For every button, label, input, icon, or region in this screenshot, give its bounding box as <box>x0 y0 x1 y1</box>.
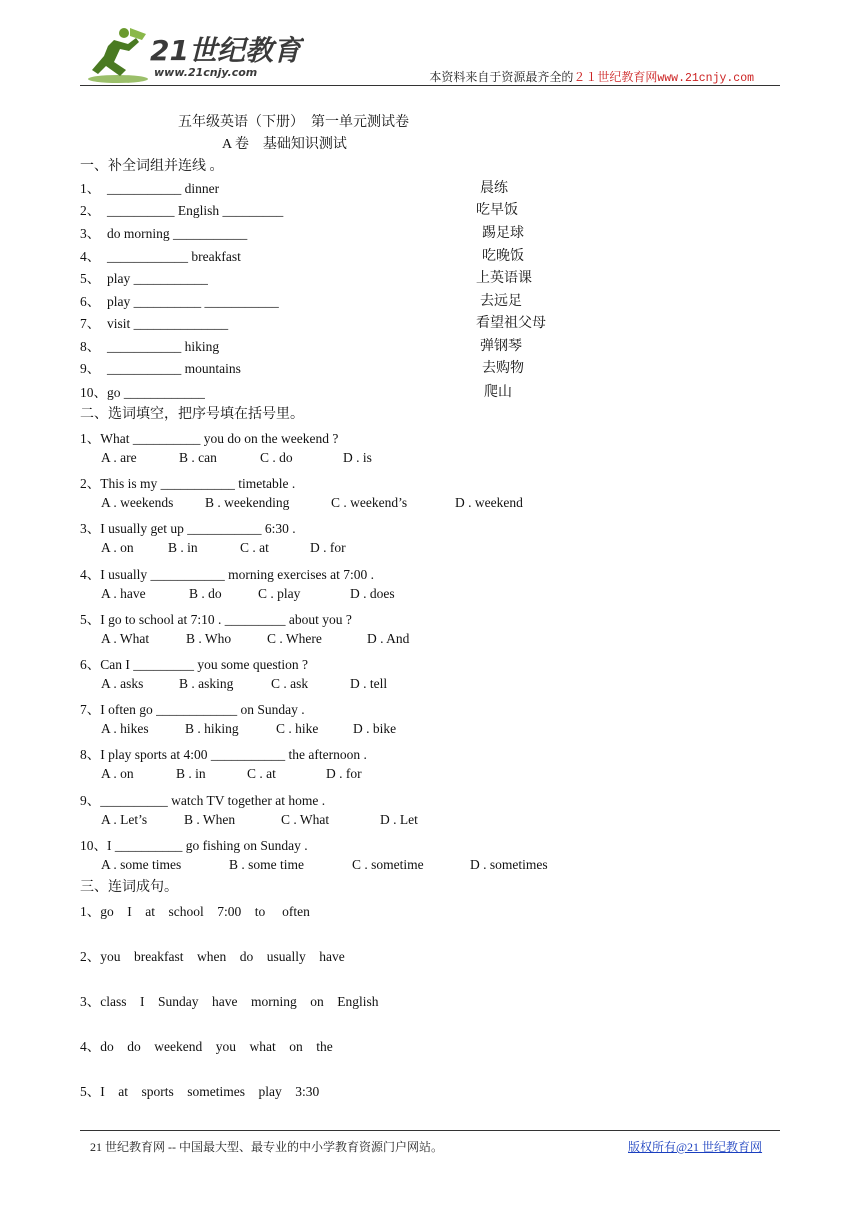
answer-option[interactable]: C . play <box>258 585 301 601</box>
question: 1、What __________ you do on the weekend ? <box>80 431 339 446</box>
phrase-item: 4、 ____________ breakfast <box>80 249 241 264</box>
chinese-meaning: 去远足 <box>480 294 522 309</box>
section2-heading: 二、选词填空，把序号填在括号里。 <box>80 407 304 422</box>
answer-option[interactable]: A . asks <box>101 676 144 691</box>
logo-url: www.21cnjy.com <box>154 66 258 79</box>
answer-option[interactable]: B . asking <box>179 676 234 691</box>
answer-option[interactable]: A . weekends <box>101 495 174 511</box>
chinese-meaning: 晨练 <box>480 181 508 196</box>
answer-option[interactable]: C . at <box>240 540 269 556</box>
answer-option[interactable]: C . What <box>281 811 330 827</box>
answer-option[interactable]: D . And <box>367 630 410 646</box>
answer-option[interactable]: D . Let <box>380 811 418 827</box>
answer-option[interactable]: A . on <box>101 766 134 782</box>
question: 4、I usually ___________ morning exercises at 7:00 . <box>80 566 374 582</box>
phrase-item: 8、 ___________ hiking <box>80 339 220 354</box>
word-order-item: 2、you breakfast when do usually have <box>80 949 345 964</box>
runner-icon <box>88 28 148 83</box>
answer-option[interactable]: D . bike <box>353 721 397 737</box>
chinese-meaning: 上英语课 <box>476 271 532 286</box>
logo-text: 21世纪教育 <box>150 34 301 67</box>
copyright-link[interactable]: 版权所有@21 世纪教育网 <box>628 1140 763 1154</box>
answer-option[interactable]: A . What <box>101 630 150 646</box>
answer-option[interactable]: B . in <box>176 766 206 782</box>
answer-option[interactable]: B . hiking <box>185 721 239 737</box>
phrase-item: 3、 do morning ___________ <box>80 226 248 241</box>
answer-option[interactable]: D . does <box>350 585 395 601</box>
question: 2、This is my ___________ timetable . <box>80 476 296 492</box>
footer-text: 21 世纪教育网 -- 中国最大型、最专业的中小学教育资源门户网站。 <box>90 1140 443 1154</box>
chinese-meaning: 踢足球 <box>482 226 524 241</box>
phrase-item: 7、 visit ______________ <box>80 316 229 331</box>
answer-option[interactable]: D . for <box>310 540 346 556</box>
answer-option[interactable]: A . are <box>101 450 137 465</box>
phrase-item: 2、 __________ English _________ <box>80 203 284 218</box>
answer-option[interactable]: C . weekend’s <box>331 495 408 511</box>
word-order-item: 1、go I at school 7:00 to often <box>80 904 310 919</box>
phrase-item: 10、go ____________ <box>80 385 205 400</box>
answer-option[interactable]: B . Who <box>186 630 232 646</box>
answer-option[interactable]: C . hike <box>276 721 319 737</box>
chinese-meaning: 弹钢琴 <box>480 339 522 354</box>
chinese-meaning: 看望祖父母 <box>476 316 546 331</box>
word-order-item: 5、I at sports sometimes play 3:30 <box>80 1084 320 1099</box>
answer-option[interactable]: D . sometimes <box>470 856 548 872</box>
footer-rule <box>80 1130 780 1131</box>
answer-option[interactable]: C . Where <box>267 630 322 646</box>
answer-option[interactable]: A . hikes <box>101 721 149 737</box>
question: 8、I play sports at 4:00 ___________ the afternoon . <box>80 747 367 763</box>
answer-option[interactable]: C . sometime <box>352 856 424 872</box>
question: 9、__________ watch TV together at home . <box>80 792 326 808</box>
question: 6、Can I _________ you some question ? <box>80 657 308 672</box>
answer-option[interactable]: B . in <box>168 540 198 556</box>
question: 5、I go to school at 7:10 . _________ about you ? <box>80 611 352 627</box>
chinese-meaning: 去购物 <box>482 361 524 376</box>
answer-option[interactable]: D . for <box>326 766 362 782</box>
phrase-item: 1、 ___________ dinner <box>80 181 220 196</box>
answer-option[interactable]: A . have <box>101 585 146 601</box>
question: 10、I __________ go fishing on Sunday . <box>80 837 308 853</box>
answer-option[interactable]: A . Let’s <box>101 811 148 827</box>
phrase-item: 5、 play ___________ <box>80 271 208 286</box>
question: 3、I usually get up ___________ 6:30 . <box>80 521 296 537</box>
word-order-item: 4、do do weekend you what on the <box>80 1039 333 1054</box>
site-logo <box>84 24 304 86</box>
question: 7、I often go ____________ on Sunday . <box>80 702 305 718</box>
answer-option[interactable]: A . on <box>101 540 134 556</box>
chinese-meaning: 吃晚饭 <box>482 249 524 264</box>
answer-option[interactable]: B . weekending <box>205 495 290 511</box>
answer-option[interactable]: D . is <box>343 450 372 465</box>
phrase-item: 6、 play __________ ___________ <box>80 294 279 309</box>
chinese-meaning: 吃早饭 <box>476 203 518 218</box>
answer-option[interactable]: B . can <box>179 450 217 465</box>
page-title: 五年级英语（下册） 第一单元测试卷 <box>178 115 409 130</box>
answer-option[interactable]: D . weekend <box>455 495 523 511</box>
section3-heading: 三、连词成句。 <box>80 880 178 895</box>
answer-option[interactable]: C . do <box>260 450 293 465</box>
answer-option[interactable]: C . ask <box>271 676 309 691</box>
answer-option[interactable]: B . do <box>189 585 222 601</box>
chinese-meaning: 爬山 <box>484 385 512 400</box>
answer-option[interactable]: D . tell <box>350 676 388 691</box>
answer-option[interactable]: A . some times <box>101 856 182 872</box>
phrase-item: 9、 ___________ mountains <box>80 361 241 376</box>
answer-option[interactable]: C . at <box>247 766 276 782</box>
page-subtitle: A 卷 基础知识测试 <box>222 137 347 152</box>
answer-option[interactable]: B . some time <box>229 856 304 872</box>
section1-heading: 一、补全词组并连线 。 <box>80 159 224 174</box>
header-note: 本资料来自于资源最齐全的２１世纪教育网www.21cnjy.com <box>429 70 754 85</box>
answer-option[interactable]: B . When <box>184 811 236 827</box>
word-order-item: 3、class I Sunday have morning on English <box>80 994 379 1009</box>
header-rule <box>80 85 780 86</box>
